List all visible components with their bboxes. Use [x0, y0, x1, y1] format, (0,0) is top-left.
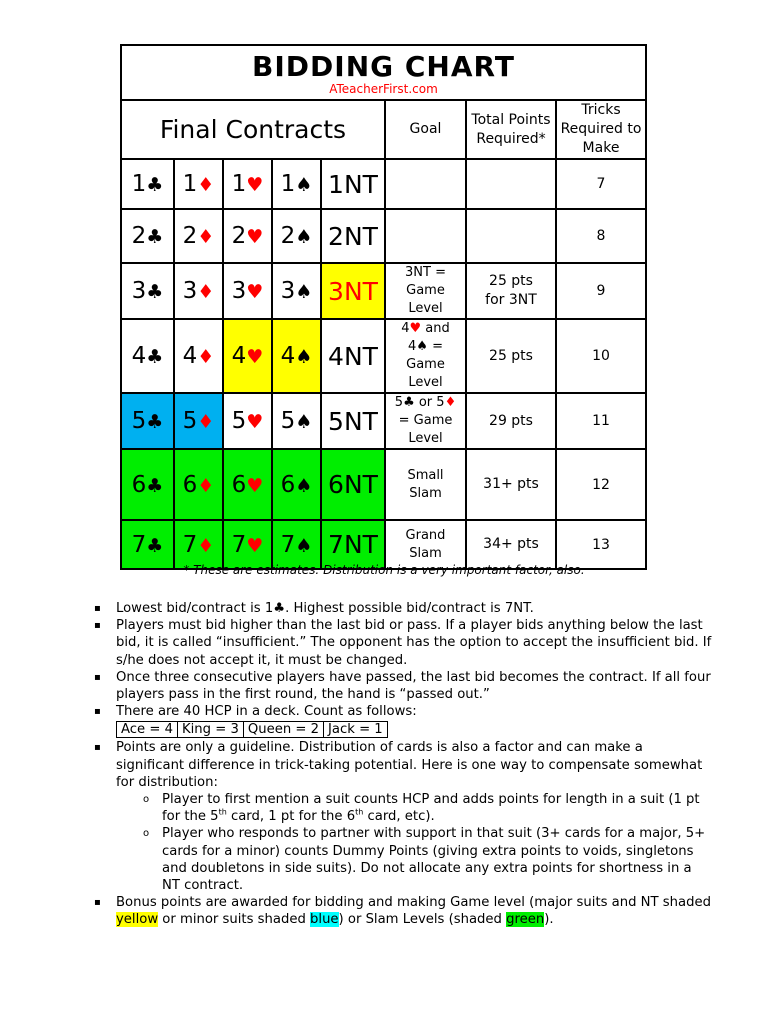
goal-5: 5♣ or 5♦ = Game Level	[385, 393, 466, 449]
bid-7-spades: 7♠	[272, 520, 321, 569]
bid-2-notrump: 2NT	[321, 209, 385, 263]
bid-6-notrump: 6NT	[321, 449, 385, 520]
bid-7-diamonds: 7♦	[174, 520, 223, 569]
header-tricks: Tricks Required to Make	[556, 100, 646, 159]
bid-1-spades: 1♠	[272, 159, 321, 209]
bidding-chart-table	[120, 44, 647, 570]
distribution-sublist	[116, 791, 712, 894]
contract-row-3	[121, 263, 646, 319]
contract-row-7	[121, 520, 646, 569]
contract-row-5	[121, 393, 646, 449]
bid-5-hearts: 5♥	[223, 393, 272, 449]
highlight-yellow: yellow	[116, 912, 159, 928]
bid-3-clubs: 3♣	[121, 263, 174, 319]
bid-7-notrump: 7NT	[321, 520, 385, 569]
bid-5-notrump: 5NT	[321, 393, 385, 449]
bid-7-hearts: 7♥	[223, 520, 272, 569]
rule-bonus-points: ▪ Bonus points are awarded for bidding and making Game level (major suits and NT shaded yellow or minor suits shaded blue) or Slam Levels (shaded green).	[92, 894, 712, 928]
goal-3: 3NT = Game Level	[385, 263, 466, 319]
rule-distribution: ▪ Points are only a guideline. Distribution of cards is also a factor and can make a significant difference in trick-taking potential. Here is one way to compensate somewhat for distribution: o Player to first mention a suit counts HCP and adds points for length in a suit (1 pt for the 5th card, 1 pt for the 6th card, etc). o Player who responds to partner with support in that suit (3+ cards for a major, 5+ cards for a minor) counts Dummy Points (giving extra points to voids, singletons and doubletons in side suits). Do not allocate any extra points for shortness in a NT contract.	[92, 739, 712, 894]
hcp-ace: Ace = 4	[117, 722, 178, 738]
rules-list	[92, 600, 712, 929]
bid-3-spades: 3♠	[272, 263, 321, 319]
bid-7-clubs: 7♣	[121, 520, 174, 569]
bid-6-diamonds: 6♦	[174, 449, 223, 520]
bid-6-spades: 6♠	[272, 449, 321, 520]
contract-row-1	[121, 159, 646, 209]
bid-4-notrump: 4NT	[321, 319, 385, 393]
rule-passing: ▪ Once three consecutive players have passed, the last bid becomes the contract. If all four players pass in the first round, the hand is “passed out.”	[92, 669, 712, 703]
tricks-2: 8	[556, 209, 646, 263]
bid-1-diamonds: 1♦	[174, 159, 223, 209]
bid-3-diamonds: 3♦	[174, 263, 223, 319]
tricks-5: 11	[556, 393, 646, 449]
tricks-6: 12	[556, 449, 646, 520]
goal-7: Grand Slam	[385, 520, 466, 569]
bid-4-diamonds: 4♦	[174, 319, 223, 393]
bid-1-notrump: 1NT	[321, 159, 385, 209]
header-final-contracts: Final Contracts	[121, 100, 385, 159]
header-total-points: Total Points Required*	[466, 100, 556, 159]
contract-row-4	[121, 319, 646, 393]
bid-1-hearts: 1♥	[223, 159, 272, 209]
bid-6-clubs: 6♣	[121, 449, 174, 520]
chart-title-cell	[121, 45, 646, 100]
header-goal: Goal	[385, 100, 466, 159]
points-3: 25 pts for 3NT	[466, 263, 556, 319]
bid-3-notrump: 3NT	[321, 263, 385, 319]
rule-hcp: ▪ There are 40 HCP in a deck. Count as follows: Ace = 4 King = 3 Queen = 2 Jack = 1	[92, 703, 712, 738]
bid-2-spades: 2♠	[272, 209, 321, 263]
highlight-blue: blue	[310, 912, 339, 928]
highlight-green: green	[506, 912, 545, 928]
goal-6: Small Slam	[385, 449, 466, 520]
contract-row-2	[121, 209, 646, 263]
points-5: 29 pts	[466, 393, 556, 449]
sub-dummy-points: o Player who responds to partner with support in that suit (3+ cards for a major, 5+ cards for a minor) counts Dummy Points (giving extra points to voids, singletons and doubletons in side suits). Do not allocate any extra points for shortness in a NT contract.	[140, 825, 712, 894]
bid-5-clubs: 5♣	[121, 393, 174, 449]
rule-bid-higher: ▪ Players must bid higher than the last bid or pass. If a player bids anything below the last bid, it is called “insufficient.” The opponent has the option to accept the insufficient bid. If s/he does not accept it, it must be changed.	[92, 617, 712, 669]
bid-4-spades: 4♠	[272, 319, 321, 393]
hcp-table	[116, 721, 388, 738]
points-6: 31+ pts	[466, 449, 556, 520]
sub-length-points: o Player to first mention a suit counts HCP and adds points for length in a suit (1 pt for the 5th card, 1 pt for the 6th card, etc).	[140, 791, 712, 825]
contract-row-6	[121, 449, 646, 520]
tricks-3: 9	[556, 263, 646, 319]
goal-1	[385, 159, 466, 209]
bid-4-hearts: 4♥	[223, 319, 272, 393]
bid-2-hearts: 2♥	[223, 209, 272, 263]
bid-1-clubs: 1♣	[121, 159, 174, 209]
chart-link[interactable]: ATeacherFirst.com	[329, 82, 438, 96]
points-7: 34+ pts	[466, 520, 556, 569]
rule-lowest-bid: ▪ Lowest bid/contract is 1♣. Highest possible bid/contract is 7NT.	[92, 600, 712, 617]
tricks-7: 13	[556, 520, 646, 569]
tricks-4: 10	[556, 319, 646, 393]
bid-2-clubs: 2♣	[121, 209, 174, 263]
bid-5-spades: 5♠	[272, 393, 321, 449]
hcp-queen: Queen = 2	[243, 722, 323, 738]
chart-footnote: * These are estimates. Distribution is a very important factor, also.	[183, 563, 585, 577]
bid-2-diamonds: 2♦	[174, 209, 223, 263]
chart-title: BIDDING CHART	[252, 50, 515, 83]
points-4: 25 pts	[466, 319, 556, 393]
bid-3-hearts: 3♥	[223, 263, 272, 319]
bid-5-diamonds: 5♦	[174, 393, 223, 449]
bid-6-hearts: 6♥	[223, 449, 272, 520]
points-1	[466, 159, 556, 209]
hcp-king: King = 3	[177, 722, 243, 738]
goal-2	[385, 209, 466, 263]
points-2	[466, 209, 556, 263]
hcp-jack: Jack = 1	[324, 722, 388, 738]
goal-4: 4♥ and 4♠ = Game Level	[385, 319, 466, 393]
tricks-1: 7	[556, 159, 646, 209]
bid-4-clubs: 4♣	[121, 319, 174, 393]
